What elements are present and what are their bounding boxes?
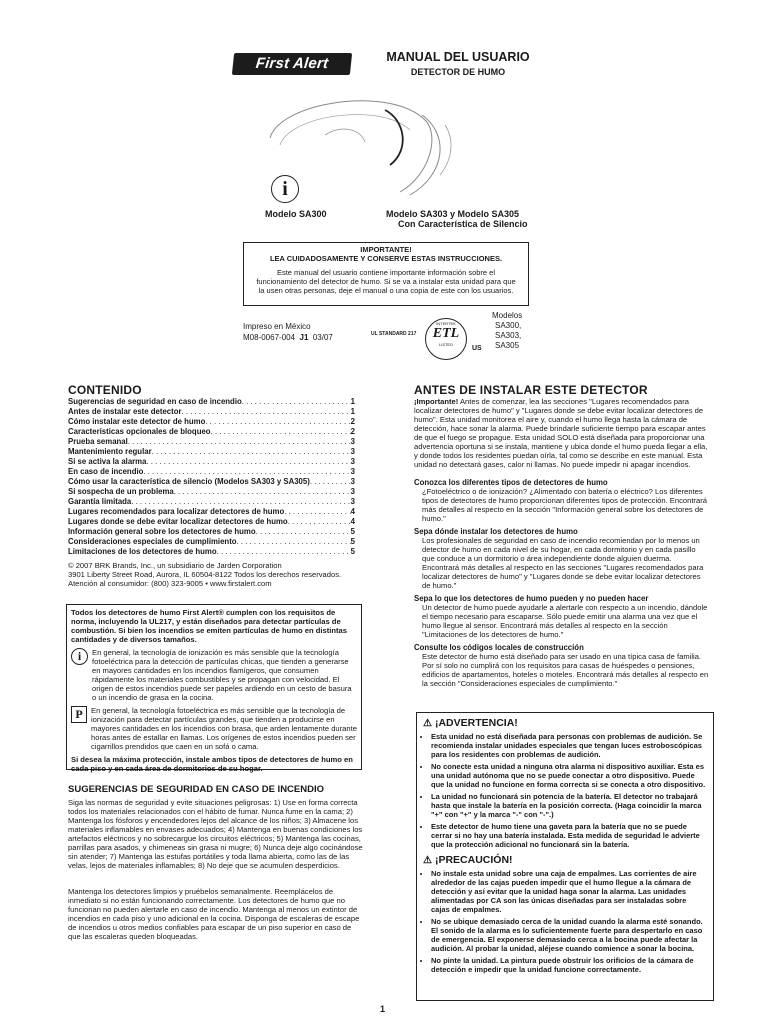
section-heading: Consulte los códigos locales de construcción: [414, 643, 584, 652]
before-install-intro: [414, 397, 710, 469]
toc-page: 4: [350, 507, 355, 516]
document-subtitle: DETECTOR DE HUMO: [410, 67, 506, 77]
toc-item[interactable]: [68, 417, 355, 427]
models-block: [492, 311, 522, 351]
table-of-contents: [68, 397, 355, 557]
important-lead: ¡Importante!: [414, 397, 459, 406]
toc-page: 3: [350, 447, 355, 456]
model-sa300-label: Modelo SA300: [265, 209, 327, 219]
photoelectric-text: En general, la tecnología fotoeléctrica es más sensible que la tecnología de ionización para detectar partículas grandes, que tienden a producirse en mayores cantidades en los incendios con brasa, que arden lentamente durante horas antes de estallar en llamas. Los orígenes de estos incendios pueden ser cigarrillos prendidos que caen en un sofá o cama.: [91, 706, 357, 751]
warning-item: • La unidad no funcionará sin potencia de la batería. El detector no trabajará hasta que instale la batería en la posición correcta. (Haga coincidir la marca "+" con "+" y la marca "-" con "-".): [431, 792, 707, 819]
toc-item[interactable]: [68, 487, 355, 497]
models-label: Modelos: [492, 311, 523, 320]
toc-page: 3: [350, 457, 355, 466]
toc-item[interactable]: [68, 537, 355, 547]
toc-page: 1: [350, 397, 355, 406]
model-item: SA303,: [495, 331, 522, 340]
toc-item[interactable]: [68, 517, 355, 527]
toc-item[interactable]: [68, 527, 355, 537]
before-install-heading: ANTES DE INSTALAR ESTE DETECTOR: [414, 383, 648, 397]
toc-title: Mantenimiento regular: [68, 447, 152, 456]
toc-title: Lugares donde se debe evitar localizar detectores de humo: [68, 517, 288, 526]
toc-item[interactable]: [68, 427, 355, 437]
toc-item[interactable]: [68, 407, 355, 417]
important-title: IMPORTANTE!: [360, 245, 412, 254]
document-title: MANUAL DEL USUARIO: [386, 50, 530, 64]
section-body: Los profesionales de seguridad en caso de incendio recomiendan por lo menos un detector de humo en cada nivel de su hogar, en cada dormitorio y en cada pasillo que conduce a un dormitorio o área independiente donde alguien duerma. Encontrará más detalles al respecto en las secciones "Lugares recomendados para localizar detectores de humo" y "Lugares donde se debe evitar localizar detectores de humo.": [422, 536, 704, 590]
toc-item[interactable]: [68, 547, 355, 557]
photoelectric-icon: P: [71, 706, 87, 723]
safety-heading: SUGERENCIAS DE SEGURIDAD EN CASO DE INCENDIO: [68, 784, 325, 795]
safety-paragraph-2: Mantenga los detectores limpios y pruébelos semanalmente. Reemplácelos de inmediato si no están funcionando correctamente. Los detectores de humo que no funcionan no pueden alertarle en caso de incendio. Mantenga al menos un extintor de incendios en cada piso y uno adicional en la cocina. Disponga de escaleras de escape de incendios u otros medios confiables para escapar de un piso superior en caso de que las escaleras queden bloqueadas.: [68, 887, 360, 941]
address-line: 3901 Liberty Street Road, Aurora, IL 60504-8122 Todos los derechos reservados.: [68, 570, 342, 579]
copyright-block: [68, 561, 363, 588]
ionization-text: En general, la tecnología de ionización es más sensible que la tecnología fotoeléctrica para la detección de partículas chicas, que tienden a generarse en mayores cantidades en los incendios flamígeros, que consumen rápidamente los materiales combustibles y se propagan con velocidad. El origen de estos incendios puede ser papeles ardiendo en un cesto de basura o un incendio de grasa en la cocina.: [92, 648, 352, 702]
us-mark: US: [472, 345, 482, 352]
toc-item[interactable]: [68, 447, 355, 457]
caution-item: • No se ubique demasiado cerca de la unidad cuando la alarma esté sonando. El sonido de la alarma es lo suficientemente fuerte para despertarlo en caso de emergencia. El exponerse demasiado cerca a la bocina puede afectar la audición. Al probar la unidad, aléjese cuando comience a sonar la bocina.: [431, 917, 707, 953]
etl-mark: ETL: [432, 326, 460, 341]
info-closing: Si desea la máxima protección, instale ambos tipos de detectores de humo en cada piso y en cada área de dormitorios de su hogar.: [71, 755, 353, 773]
caution-item: • No pinte la unidad. La pintura puede obstruir los orificios de la cámara de detección e impedir que la unidad funcione correctamente.: [431, 956, 707, 974]
contents-heading: CONTENIDO: [68, 383, 142, 397]
model-item: SA300,: [495, 321, 522, 330]
toc-title: Cómo usar la característica de silencio (Modelos SA303 y SA305): [68, 477, 310, 486]
before-install-sections: [414, 478, 710, 688]
toc-page: 3: [350, 467, 355, 476]
toc-page: 2: [350, 417, 355, 426]
toc-page: 2: [350, 427, 355, 436]
section-heading: Sepa dónde instalar los detectores de humo: [414, 527, 578, 536]
toc-title: Si se activa la alarma: [68, 457, 147, 466]
toc-item[interactable]: [68, 457, 355, 467]
toc-page: 5: [350, 527, 355, 536]
print-date: 03/07: [312, 333, 333, 342]
caution-title: ¡PRECAUCIÓN!: [434, 854, 513, 866]
section-body: ¿Fotoeléctrico o de ionización? ¿Alimentado con batería o eléctrico? Los diferentes tipos de detectores de humo proporcionan diferentes tipos de protección. Encontrará más detalles al respecto en la sección "Información general sobre los detectores de humo.": [422, 487, 707, 523]
toc-item[interactable]: [68, 477, 355, 487]
toc-title: Información general sobre los detectores de humo: [68, 527, 256, 536]
page-number: 1: [380, 1004, 386, 1014]
silence-feature-label: Con Característica de Silencio: [398, 219, 528, 229]
important-subtitle: LEA CUIDADOSAMENTE Y CONSERVE ESTAS INSTRUCCIONES.: [269, 254, 503, 263]
ionization-section: [67, 644, 361, 702]
toc-page: 3: [350, 497, 355, 506]
ionization-icon: i: [271, 175, 299, 203]
toc-item[interactable]: [68, 497, 355, 507]
toc-title: Cómo instalar este detector de humo: [68, 417, 206, 426]
code-number: M08-0067-004: [243, 333, 296, 342]
toc-page: 3: [350, 437, 355, 446]
toc-item[interactable]: [68, 467, 355, 477]
toc-title: Consideraciones especiales de cumplimiento: [68, 537, 237, 546]
section-heading: Sepa lo que los detectores de humo pueden y no pueden hacer: [414, 594, 649, 603]
toc-item[interactable]: [68, 437, 355, 447]
safety-paragraph-1: Siga las normas de seguridad y evite situaciones peligrosas: 1) Use en forma correcta todos los materiales relacionados con el hábito de fumar. Nunca fume en la cama; 2) Mantenga los fósforos y encendedores lejos del alcance de los niños; 3) Almacene los materiales inflamables en envases adecuados; 4) Mantenga en buenas condiciones los artefactos eléctricos y no sobrecargue los circuitos eléctricos; 5) Mantenga las cocinas, parrillas para asados, y chimeneas sin grasa ni mugre; 6) Nunca deje algo cocinándose sin atender; 7) Mantenga las estufas portátiles y toda llama abierta, como las de las velas, lejos de materiales inflamables; 8) No deje que se acumulen desperdicios.: [68, 798, 363, 870]
warning-list: [417, 732, 713, 849]
info-intro: Todos los detectores de humo First Alert® cumplen con los requisitos de norma, incluyendo la UL217, y están diseñados para detectar partículas de combustión. Si bien los incendios se emiten partículas de humo en distintas cantidades y de diversos tamaños.: [71, 608, 347, 644]
warning-item: • Este detector de humo tiene una gaveta para la batería que no se puede cerrar si no hay una batería instalada. Esta medida de seguridad le advierte que la protección adicional no funcionará sin la batería.: [431, 822, 707, 849]
warning-item: • No conecte esta unidad a ninguna otra alarma ni dispositivo auxiliar. Esta es una unidad autónoma que no se puede conectar a otro dispositivo. Puede que la unidad no funcione en forma correcta si se conecta a otro dispositivo.: [431, 762, 707, 789]
toc-page: 3: [350, 487, 355, 496]
etl-top-text: INTERTEK: [436, 321, 456, 326]
ionization-icon: i: [71, 648, 88, 665]
toc-title: Prueba semanal: [68, 437, 128, 446]
toc-item[interactable]: [68, 507, 355, 517]
toc-item[interactable]: [68, 397, 355, 407]
toc-page: 1: [350, 407, 355, 416]
model-item: SA305: [495, 341, 520, 350]
detector-info-box: [66, 604, 362, 773]
toc-title: En caso de incendio: [68, 467, 144, 476]
document-code: [243, 333, 333, 343]
toc-title: Características opcionales de bloqueo: [68, 427, 211, 436]
toc-page: 3: [350, 477, 355, 486]
caution-heading: [417, 852, 713, 869]
toc-title: Lugares recomendados para localizar detectores de humo: [68, 507, 285, 516]
caution-list: [417, 869, 713, 974]
before-install-lead-text: Antes de comenzar, lea las secciones "Lugares recomendados para localizar detectores de humo" y "Lugares donde se debe evitar localizar detectores de humo". Esta unidad monitorea el aire y, cuando el humo llega hasta la cámara de detección, hace sonar la alarma. Puede brindarle suficiente tiempo para escapar antes de que el fuego se propague. Esta unidad SOLO está diseñada para proporcionar una advertencia oportuna si se instala, mantiene y ubica donde el humo pueda llegar a ella, y donde todos los residentes puedan oírla, tal como se describe en este manual. Esta unidad no detectará gases, calor ni llamas. No puede impedir ni apagar incendios.: [414, 397, 708, 469]
toc-title: Garantía limitada: [68, 497, 132, 506]
warning-item: • Esta unidad no está diseñada para personas con problemas de audición. Se recomienda instalar unidades especiales que tengan luces estroboscópicas para los residentes con problemas de audición.: [431, 732, 707, 759]
copyright-line: © 2007 BRK Brands, Inc., un subsidiario de Jarden Corporation: [68, 561, 282, 570]
section-body: Este detector de humo está diseñado para ser usado en una típica casa de familia. Por sí solo no cumplirá con los requisitos para casas de huéspedes o pensiones, edificios de apartamentos, hoteles o moteles. Encontrará más detalles al respecto en la sección "Consideraciones especiales de cumplimiento.": [422, 652, 709, 688]
important-notice-box: [243, 242, 529, 306]
warning-heading: [417, 713, 713, 732]
warning-title: ¡ADVERTENCIA!: [434, 717, 518, 729]
printed-in: Impreso en México: [243, 322, 311, 331]
brand-logo: First Alert: [232, 53, 352, 75]
warning-box: [416, 712, 714, 1001]
toc-title: Si sospecha de un problema: [68, 487, 174, 496]
ul-standard: UL STANDARD 217: [371, 331, 417, 337]
toc-title: Antes de instalar este detector: [68, 407, 182, 416]
warning-triangle-icon: ⚠: [423, 717, 432, 729]
revision: J1: [299, 333, 309, 342]
photoelectric-section: [67, 702, 361, 751]
etl-listed-icon: [425, 318, 467, 360]
caution-triangle-icon: ⚠: [423, 854, 432, 866]
toc-title: Sugerencias de seguridad en caso de incendio: [68, 397, 242, 406]
important-body: Este manual del usuario contiene importante información sobre el funcionamiento del detector de humo. Si se va a instalar esta unidad para que la usen otras personas, deje el manual o una copia de este con los usuarios.: [256, 268, 516, 295]
toc-title: Limitaciones de los detectores de humo: [68, 547, 217, 556]
etl-bottom-text: LISTED: [438, 342, 453, 347]
caution-item: • No instale esta unidad sobre una caja de empalmes. Las corrientes de aire alrededor de las cajas pueden impedir que el humo llegue a la cámara de detección y así evitar que la unidad haga sonar la alarma. Las unidades alimentadas por CA son las únicas diseñadas para ser instaladas sobre cajas de empalmes.: [431, 869, 707, 914]
toc-page: 5: [350, 537, 355, 546]
section-body: Un detector de humo puede ayudarle a alertarle con respecto a un incendio, dándole el tiempo necesario para escaparse. Sólo puede emitir una alarma una vez que el humo llegue al sensor. Encontrará más detalles al respecto en la sección "Limitaciones de los detectores de humo.": [422, 603, 708, 639]
toc-page: 5: [350, 547, 355, 556]
section-heading: Conozca los diferentes tipos de detectores de humo: [414, 478, 608, 487]
model-sa303-sa305-label: Modelo SA303 y Modelo SA305: [386, 209, 520, 219]
toc-page: 4: [350, 517, 355, 526]
consumer-contact: Atención al consumidor: (800) 323-9005 • www.firstalert.com: [68, 579, 272, 588]
